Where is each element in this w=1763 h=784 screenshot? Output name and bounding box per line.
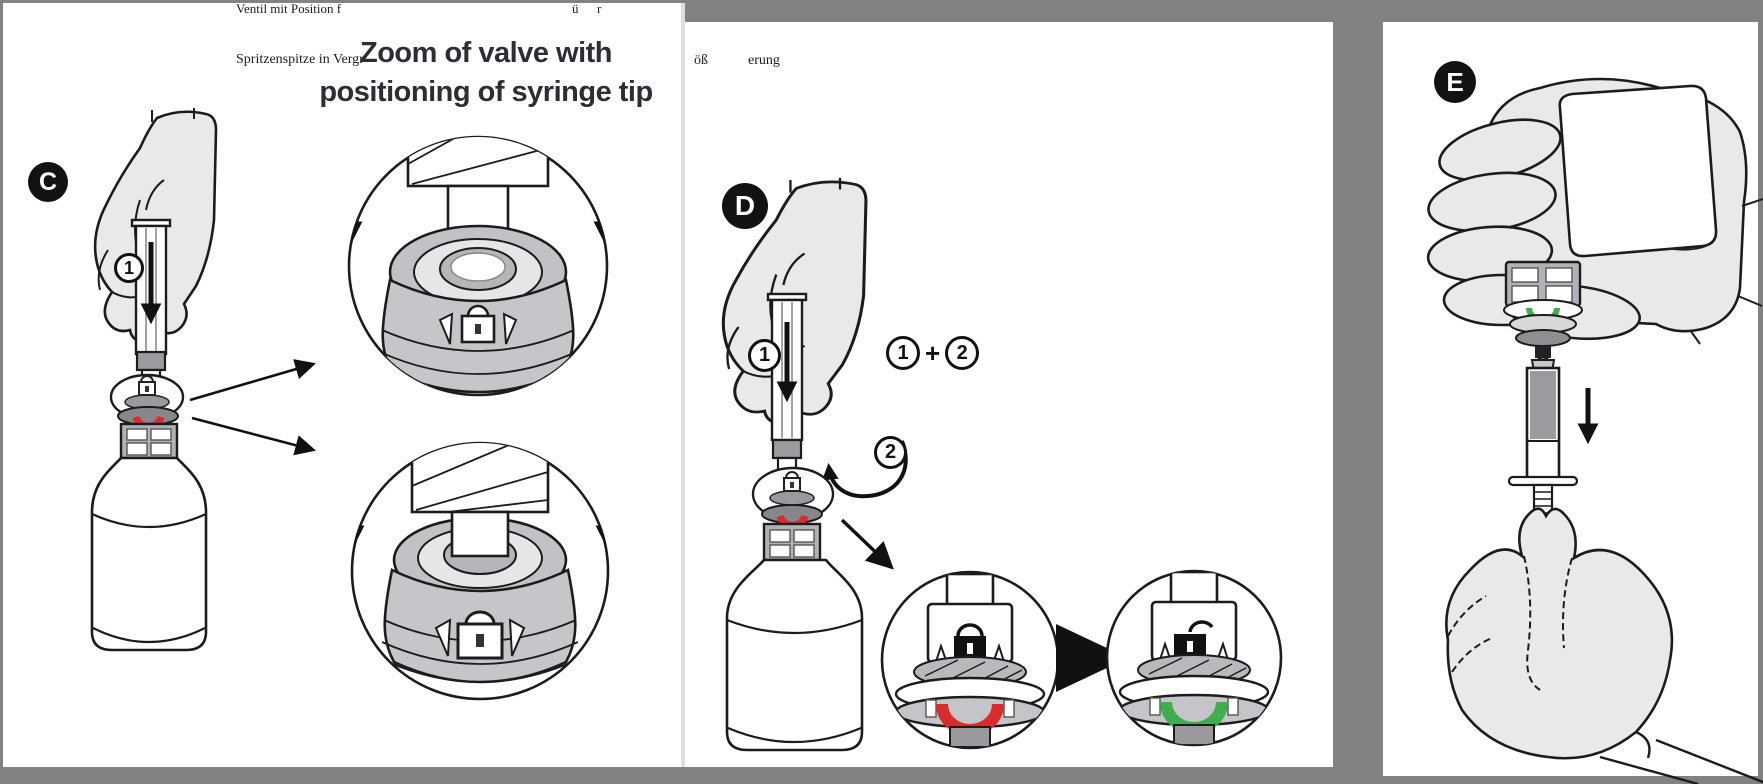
step-number-1: 1 bbox=[886, 336, 920, 370]
vial-icon bbox=[1560, 86, 1716, 256]
valve-locked-circle bbox=[882, 572, 1058, 748]
step-badge-c: C bbox=[28, 162, 68, 202]
step-number-2: 2 bbox=[945, 336, 979, 370]
german-caption-fragment-u: ü bbox=[572, 1, 579, 16]
step-number-1: 1 bbox=[114, 253, 144, 283]
valve-unlocked-circle bbox=[1107, 571, 1281, 745]
lock-closed-icon bbox=[1535, 346, 1551, 360]
step-number-1: 1 bbox=[748, 339, 781, 372]
german-caption-fragment-erung: erung bbox=[748, 53, 780, 68]
bottle-icon bbox=[727, 560, 862, 750]
valve-zoom-circle-bottom bbox=[352, 440, 608, 699]
bottle-icon bbox=[92, 458, 206, 650]
step-number-2: 2 bbox=[874, 436, 907, 469]
german-caption-fragment-r: r bbox=[597, 1, 602, 16]
german-caption-line1: Ventil mit Position f bbox=[236, 1, 342, 16]
valve-on-bottle bbox=[111, 375, 183, 458]
valve-on-bottle bbox=[753, 468, 833, 560]
german-caption-line2: Spritzenspitze in Vergr bbox=[236, 52, 364, 67]
plus-sign: + bbox=[925, 338, 941, 368]
page-title bbox=[276, 34, 696, 112]
step-badge-e: E bbox=[1434, 61, 1476, 103]
title-line2: positioning of syringe tip bbox=[319, 76, 653, 108]
german-caption-fragment-oss: öß bbox=[694, 53, 708, 68]
title-line1: Zoom of valve with bbox=[359, 37, 613, 69]
step-badge-d: D bbox=[722, 183, 768, 229]
step-combo-1-plus-2 bbox=[886, 336, 979, 370]
